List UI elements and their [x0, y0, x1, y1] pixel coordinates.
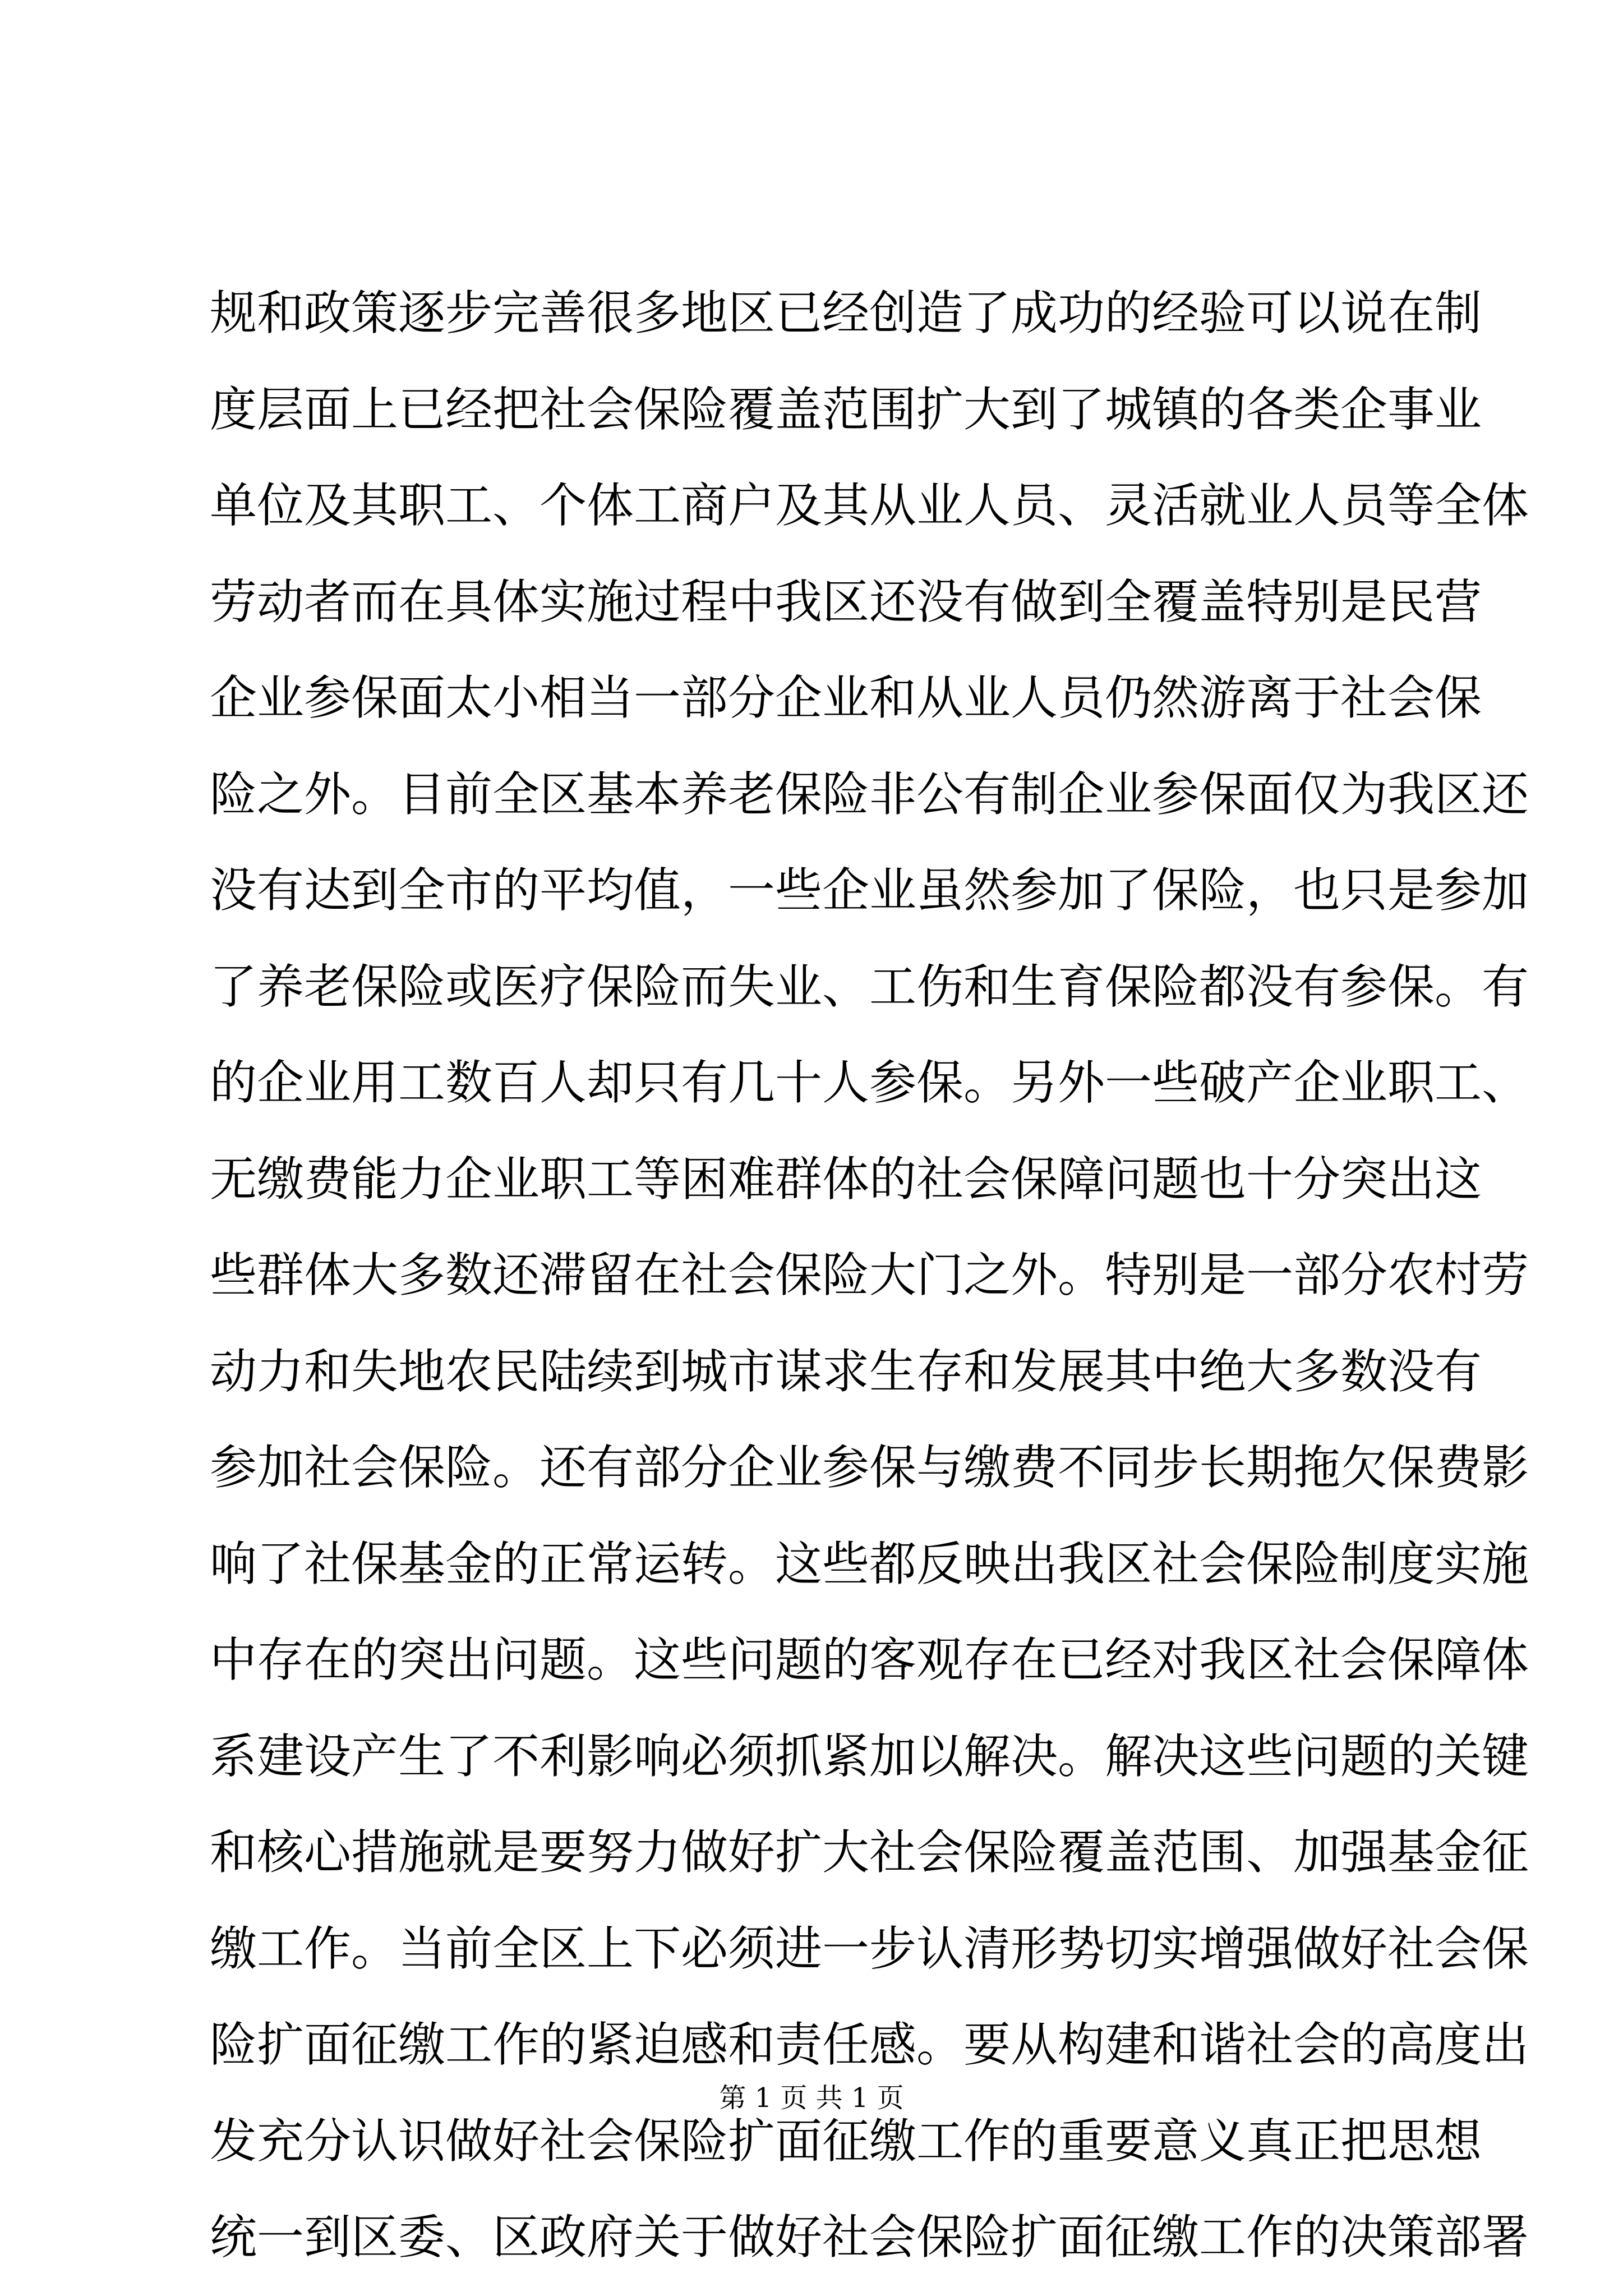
text-line: 度层面上已经把社会保险覆盖范围扩大到了城镇的各类企事业 [210, 381, 1482, 437]
text-line: 系建设产生了不利影响必须抓紧加以解决。解决这些问题的关键 [210, 1728, 1529, 1784]
text-line: 规和政策逐步完善很多地区已经创造了成功的经验可以说在制 [210, 286, 1482, 341]
text-line: 劳动者而在具体实施过程中我区还没有做到全覆盖特别是民营 [210, 574, 1482, 629]
text-line: 响了社保基金的正常运转。这些都反映出我区社会保险制度实施 [210, 1536, 1529, 1591]
text-line: 统一到区委、区政府关于做好社会保险扩面征缴工作的决策部署 [210, 2210, 1529, 2265]
text-line: 了养老保险或医疗保险而失业、工伤和生育保险都没有参保。有 [210, 959, 1529, 1014]
text-line: 参加社会保险。还有部分企业参保与缴费不同步长期拖欠保费影 [210, 1440, 1529, 1495]
text-line: 缴工作。当前全区上下必须进一步认清形势切实增强做好社会保 [210, 1921, 1529, 1976]
page-number: 第 1 页 共 1 页 [719, 2082, 904, 2114]
text-line: 没有达到全市的平均值，一些企业虽然参加了保险，也只是参加 [210, 863, 1529, 918]
text-line: 动力和失地农民陆续到城市谋求生存和发展其中绝大多数没有 [210, 1343, 1482, 1399]
text-line: 险之外。目前全区基本养老保险非公有制企业参保面仅为我区还 [210, 766, 1529, 822]
page-footer [0, 2076, 1623, 2120]
text-line: 些群体大多数还滞留在社会保险大门之外。特别是一部分农村劳 [210, 1248, 1529, 1303]
text-line: 中存在的突出问题。这些问题的客观存在已经对我区社会保障体 [210, 1632, 1529, 1687]
text-line: 的企业用工数百人却只有几十人参保。另外一些破产企业职工、 [210, 1055, 1529, 1110]
text-line: 和核心措施就是要努力做好扩大社会保险覆盖范围、加强基金征 [210, 1825, 1529, 1880]
text-line: 单位及其职工、个体工商户及其从业人员、灵活就业人员等全体 [210, 478, 1529, 533]
text-line: 险扩面征缴工作的紧迫感和责任感。要从构建和谐社会的高度出 [210, 2017, 1529, 2072]
text-line: 企业参保面太小相当一部分企业和从业人员仍然游离于社会保 [210, 670, 1482, 725]
text-line: 无缴费能力企业职工等困难群体的社会保障问题也十分突出这 [210, 1151, 1482, 1207]
body-text [210, 265, 1529, 2286]
text-line: 发充分认识做好社会保险扩面征缴工作的重要意义真正把思想 [210, 2113, 1482, 2169]
